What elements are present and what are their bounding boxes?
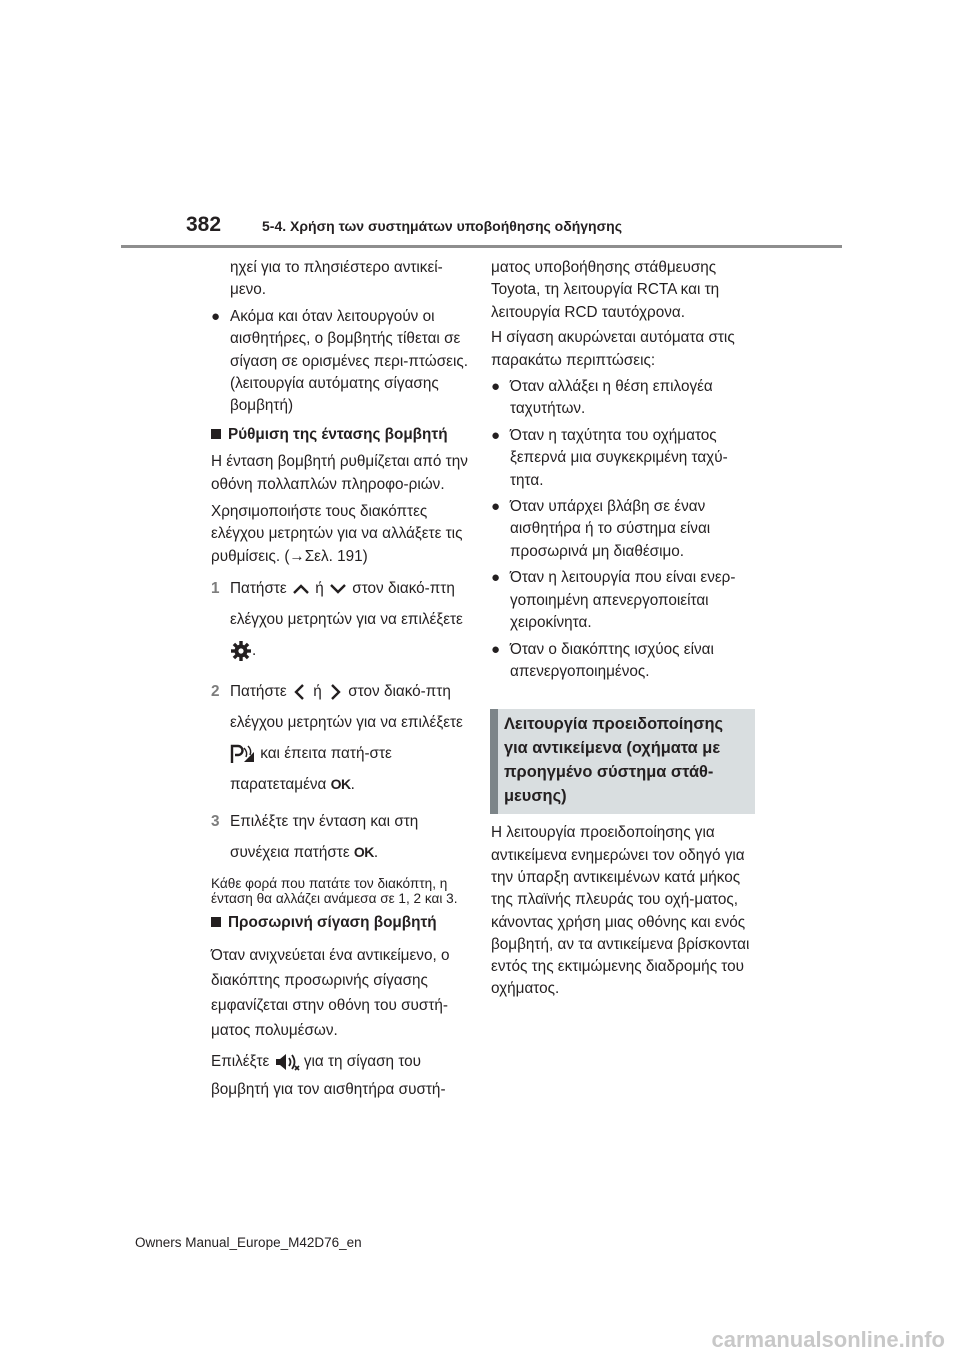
chevron-up-icon [291,582,311,596]
chevron-down-icon [328,582,348,596]
continued-paragraph: ματος υποβοήθησης στάθμευσης Toyota, τη λειτουργία RCTA και τη λειτουργία RCD ταυτόχρονα. [491,259,720,321]
list-item: ● Όταν η ταχύτητα του οχήματος ξεπερνά μια συγκεκριμένη ταχύ-τητα. [491,426,728,489]
chevron-right-icon [326,682,344,702]
ok-label: OK [353,844,374,861]
list-item: ● Όταν υπάρχει βλάβη σε έναν αισθητήρα ή το σύστημα είναι προσωρινά μη διαθέσιμο. [491,498,711,560]
bullet-icon: ● [491,426,501,444]
bullet-text: Ακόμα και όταν λειτουργούν οι αισθητήρες, ο βομβητής τίθεται σε σίγαση σε ορισμένες περι-πτώσεις. (λειτουργία αυτόματης σίγασης βομβητή) [230,307,468,415]
section-title: 5-4. Χρήση των συστημάτων υποβοήθησης οδήγησης [262,218,623,234]
list-item: ● Όταν αλλάξει η θέση επιλογέα ταχυτήτων. [491,378,713,418]
bullet-icon: ● [211,307,221,325]
bullet-icon: ● [491,569,501,587]
section-heading-box: Λειτουργία προειδοποίησης για αντικείμενα (οχήματα με προηγμένο σύστημα στάθ-μευσης) [490,709,755,814]
bullet-icon: ● [491,498,501,516]
step-number: 3 [211,813,220,831]
paragraph: Όταν ανιχνεύεται ένα αντικείμενο, ο διακόπτης προσωρινής σίγασης εμφανίζεται στην οθόνη του συστή-ματος πολυμέσων. [211,946,450,1039]
speaker-mute-icon [274,1052,300,1072]
paragraph: Η ένταση βομβητή ρυθμίζεται από την οθόνη πολλαπλών πληροφο-ριών. [211,453,468,493]
note: Κάθε φορά που πατάτε τον διακόπτη, η ένταση θα αλλάζει ανάμεσα σε 1, 2 και 3. [211,876,458,907]
list-item: ● Όταν ο διακόπτης ισχύος είναι απενεργοποιημένος. [491,640,714,680]
step-2: 2 Πατήστε ή στον διακό-πτη ελέγχου μετρητών για να επιλέξετε και έπειτα πατή-στε παρατεταμένα OK. [211,676,473,800]
step-3: 3 Επιλέξτε την ένταση και στη συνέχεια πατήστε OK. [211,806,473,868]
parking-sensor-icon [230,744,256,764]
gear-icon [230,640,252,662]
square-bullet-icon [211,917,221,927]
subheading-buzzer-volume: Ρύθμιση της έντασης βομβητή [211,424,473,446]
bullet-icon: ● [491,378,501,396]
step-number: 2 [211,683,220,701]
subheading-temporary-mute: Προσωρινή σίγαση βομβητή [211,912,473,934]
watermark: carmanualsonline.info [711,1327,945,1352]
page-reference: →Σελ. 191) [289,547,368,565]
header-divider [121,245,842,248]
page-number: 382 [186,213,222,236]
square-bullet-icon [211,429,221,439]
list-item [211,306,473,418]
paragraph: Η λειτουργία προειδοποίησης για αντικείμενα ενημερώνει τον οδηγό για την ύπαρξη αντικειμένων κατά μήκος της πλαϊνής πλευράς του οχή-ματος, κάνοντας χρήση μιας οθόνης και ενός βομβητή, αν τα αντικείμενα βρίσκονται εντός της εκτιμώμενης διαδρομής του οχήματος. [491,824,750,998]
paragraph: Η σίγαση ακυρώνεται αυτόματα στις παρακάτω περιπτώσεις: [491,329,735,369]
right-column [491,257,755,1001]
paragraph: Επιλέξτε για τη σίγαση του βομβητή για τον αισθητήρα συστή- [211,1052,446,1098]
footer-text: Owners Manual_Europe_M42D76_en [135,1235,362,1250]
left-column [211,257,473,1104]
bullet-icon: ● [491,640,501,658]
continued-paragraph: ηχεί για το πλησιέστερο αντικεί-μενο. [230,259,443,299]
ok-label: OK [330,776,351,793]
step-1: 1 Πατήστε ή στον διακό-πτη ελέγχου μετρητών για να επιλέξετε . [211,573,473,666]
list-item: ● Όταν η λειτουργία που είναι ενερ-γοποιημένη απενεργοποιείται χειροκίνητα. [491,569,736,632]
step-number: 1 [211,580,220,598]
chevron-left-icon [291,682,309,702]
paragraph: Χρησιμοποιήστε τους διακόπτες ελέγχου μετρητών για να αλλάξετε τις ρυθμίσεις. (→Σελ. 191) [211,503,463,565]
